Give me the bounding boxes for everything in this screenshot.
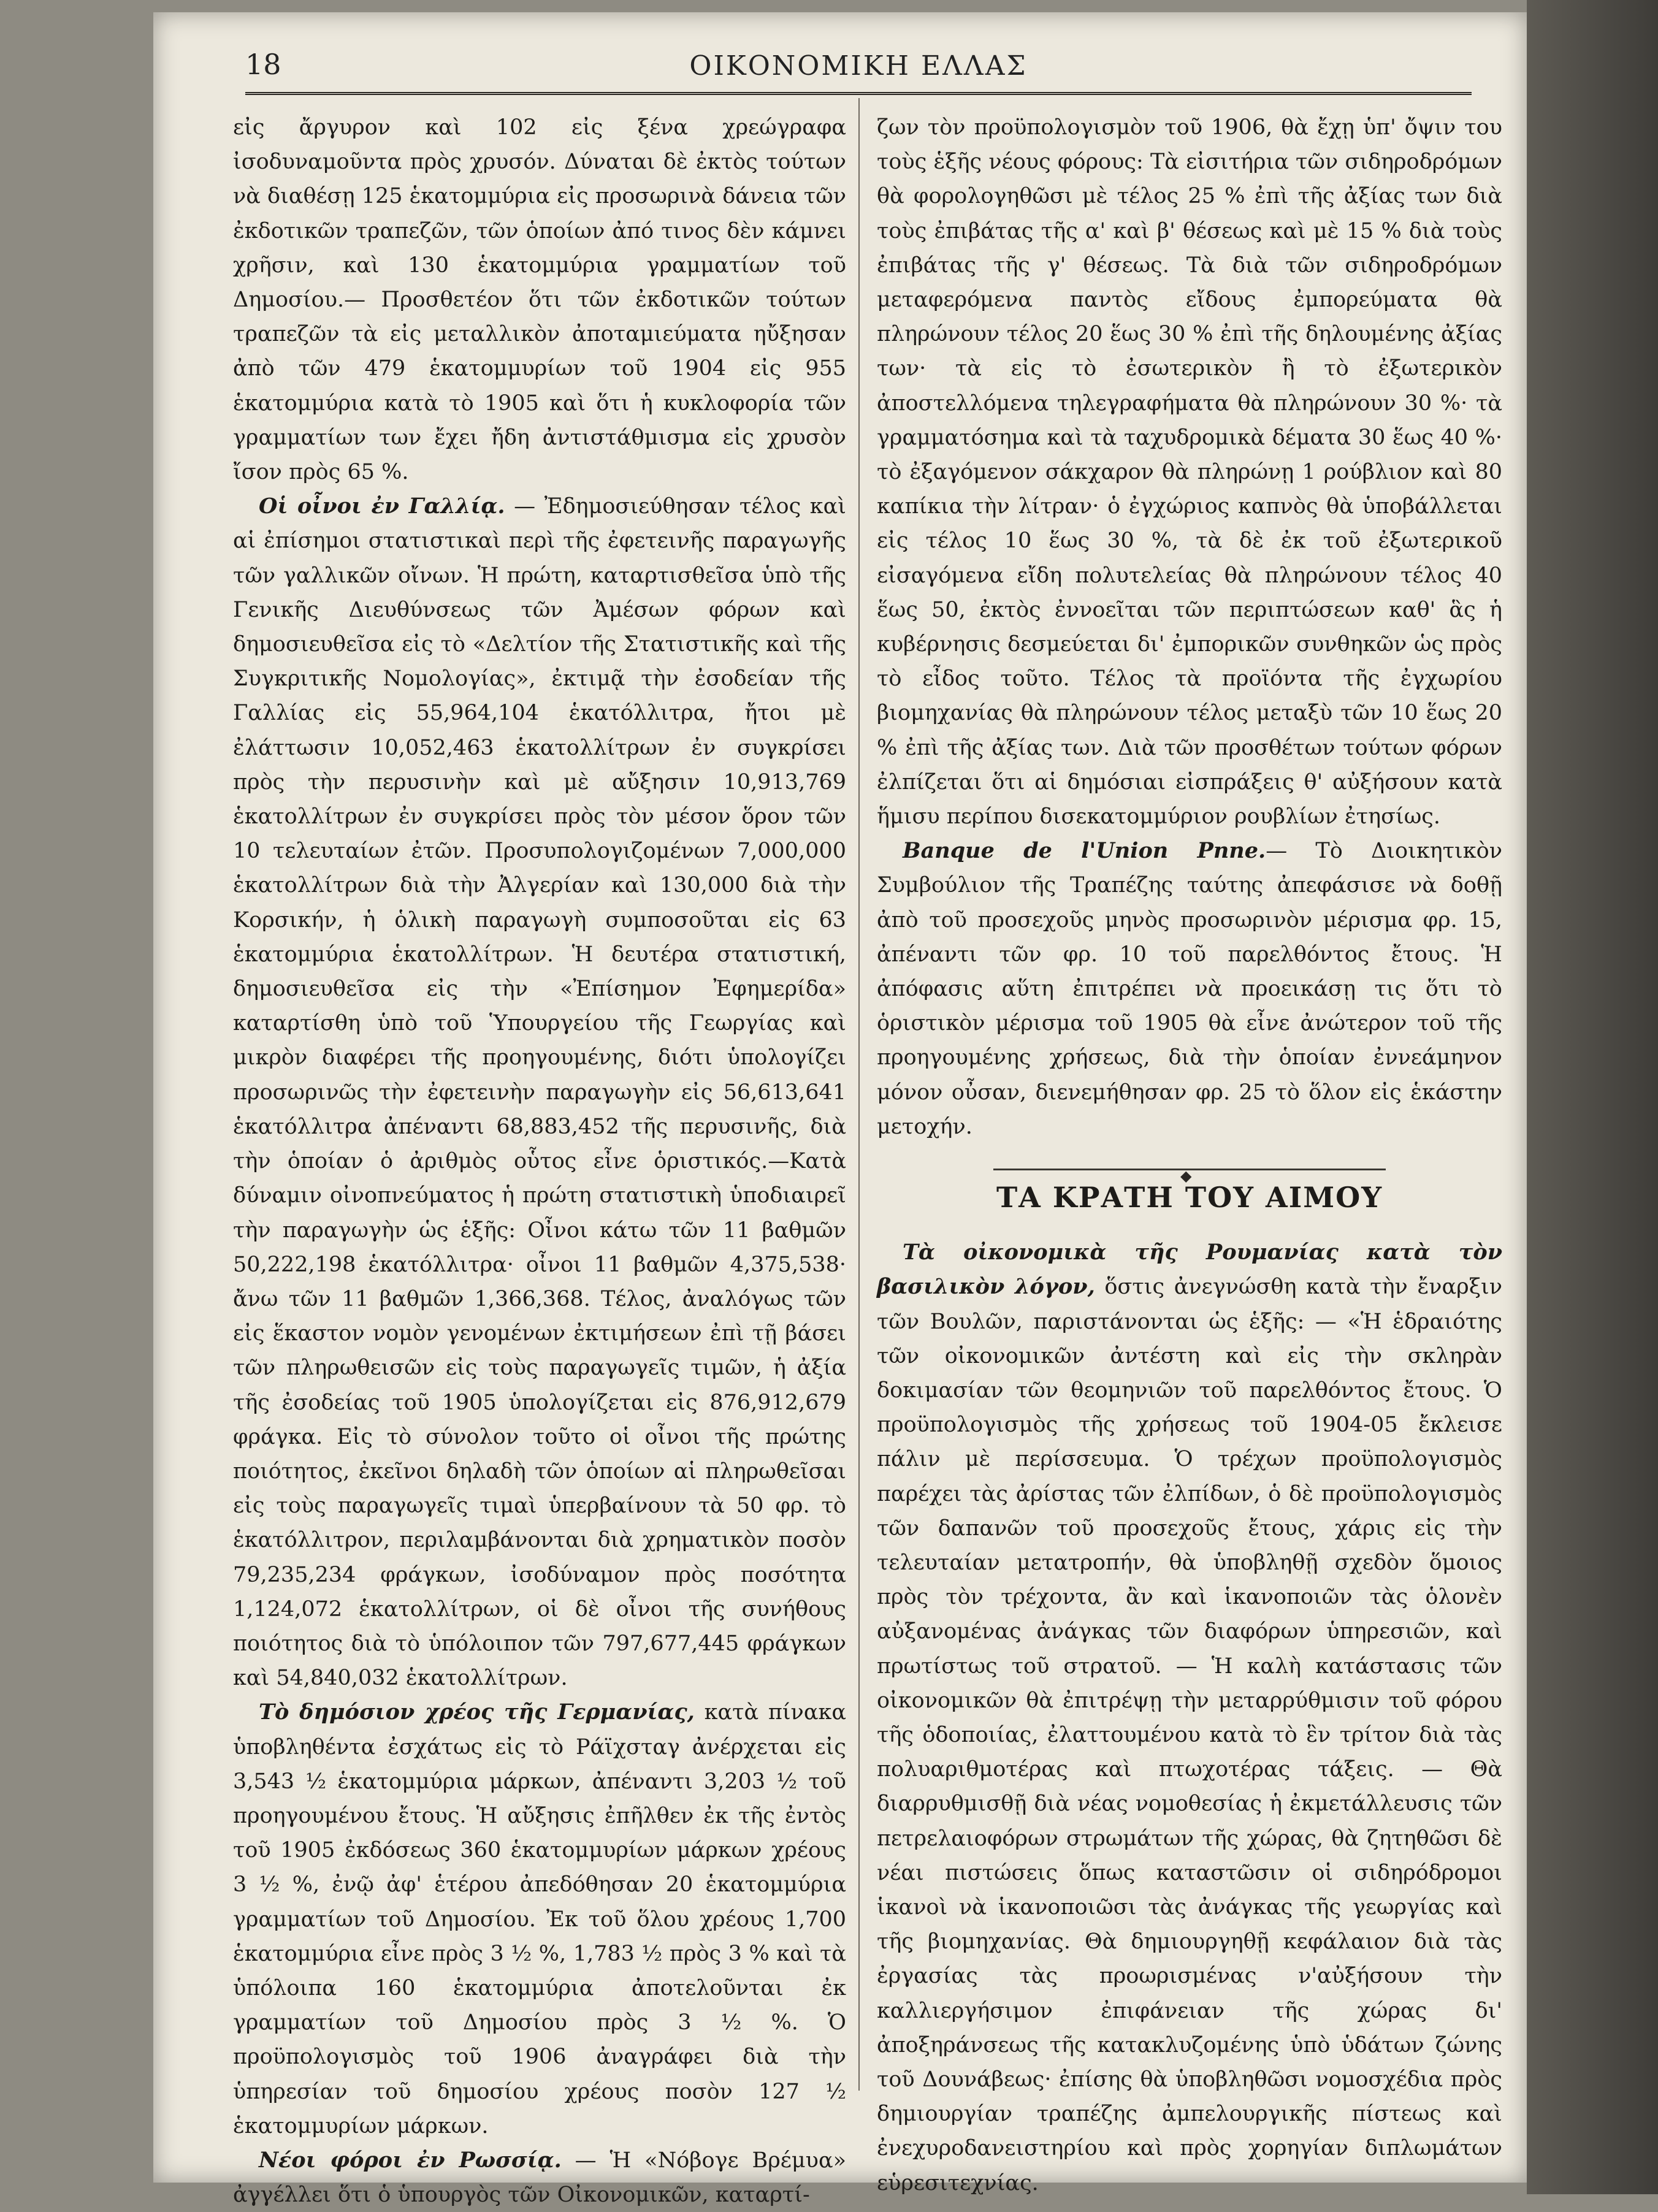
right-column <box>877 110 1502 2200</box>
page-header <box>245 37 1472 95</box>
section-heading: ΤΑ ΚΡΑΤΗ ΤΟΥ ΑΙΜΟΥ <box>996 1181 1383 1215</box>
paragraph-romania: Τὰ οἰκονομικὰ τῆς Ρουμανίας κατὰ τὸν βασιλικὸν λόγον, ὅστις ἀνεγνώσθη κατὰ τὴν ἔναρξιν τῶν Βουλῶν, παριστάνονται ὡς ἑξῆς: — «Ἡ ἑδραιότης τῶν οἰκονομικῶν ἀντέστη καὶ εἰς τὴν σκληρὰν δοκιμασίαν τῶν θεομηνιῶν τοῦ παρελθόντος ἔτους. Ὁ προϋπολογισμὸς τῆς χρήσεως τοῦ 1904-05 ἔκλεισε πάλιν μὲ περίσσευμα. Ὁ τρέχων προϋπολογισμὸς παρέχει τὰς ἀρίστας τῶν ἐλπίδων, ὁ δὲ προϋπολογισμὸς τῶν δαπανῶν τοῦ προσεχοῦς ἔτους, χάρις εἰς τὴν τελευταίαν μετατροπήν, θὰ ὑποβληθῇ σχεδὸν ὅμοιος πρὸς τὸν τρέχοντα, ἂν καὶ ἱκανοποιῶν τὰς ὁλονὲν αὐξανομένας ἀνάγκας τῶν διαφόρων ὑπηρεσιῶν, καὶ πρωτίστως τοῦ στρατοῦ. — Ἡ καλὴ κατάστασις τῶν οἰκονομικῶν θὰ ἐπιτρέψῃ τὴν μεταρρύθμισιν τοῦ φόρου τῆς ὁδοποιίας, ἐλαττουμένου κατὰ τὸ ἓν τρίτον διὰ τὰς πολυαριθμοτέρας καὶ πτωχοτέρας τάξεις. — Θὰ διαρρυθμισθῇ διὰ νέας νομοθεσίας ἡ ἐκμετάλλευσις τῶν πετρελαιοφόρων στρωμάτων τῆς χώρας, θὰ ζητηθῶσι δὲ νέαι πιστώσεις ὅπως καταστῶσιν οἱ σιδηρόδρομοι ἱκανοὶ νὰ ἱκανοποιῶσι τὰς ἀνάγκας τῆς γεωργίας καὶ τῆς βιομηχανίας. Θὰ δημιουργηθῇ κεφάλαιον διὰ τὰς ἐργασίας τὰς προωρισμένας ν'αὐξήσουν τὴν καλλιεργήσιμον ἐπιφάνειαν τῆς χώρας δι' ἀποξηράνσεως τῆς κατακλυζομένης ὑπὸ ὑδάτων ζώνης τοῦ Δουνάβεως· ἐπίσης θὰ ὑποβληθῶσι νομοσχέδια πρὸς δημιουργίαν τραπέζης ἀμπελουργικῆς πίστεως καὶ ἐνεχυροδανειστηρίου καὶ πρὸς χορηγίαν διπλωμάτων εὑρεσιτεχνίας. <box>877 1240 1502 2195</box>
column-divider <box>858 98 860 2091</box>
paragraph-russia-taxes: Νέοι φόροι ἐν Ρωσσίᾳ. — Ἡ «Νόβογε Βρέμυα» ἀγγέλλει ὅτι ὁ ὑπουργὸς τῶν Οἰκονομικῶν, καταρτί- <box>233 2147 846 2208</box>
section-divider <box>993 1169 1386 1170</box>
binding-shadow <box>1527 0 1658 2194</box>
paragraph-wines-france: Οἱ οἶνοι ἐν Γαλλίᾳ. — Ἐδημοσιεύθησαν τέλος καὶ αἱ ἐπίσημοι στατιστικαὶ περὶ τῆς ἐφετεινῆς παραγωγῆς τῶν γαλλικῶν οἴνων. Ἡ πρώτη, καταρτισθεῖσα ὑπὸ τῆς Γενικῆς Διευθύνσεως τῶν Ἀμέσων φόρων καὶ δημοσιευθεῖσα εἰς τὸ «Δελτίον τῆς Στατιστικῆς καὶ τῆς Συγκριτικῆς Νομολογίας», ἐκτιμᾷ τὴν ἐσοδείαν τῆς Γαλλίας εἰς 55,964,104 ἑκατόλλιτρα, ἤτοι μὲ ἐλάττωσιν 10,052,463 ἑκατολλίτρων ἐν συγκρίσει πρὸς τὴν περυσινὴν καὶ μὲ αὔξησιν 10,913,769 ἑκατολλίτρων ἐν συγκρίσει πρὸς τὸν μέσον ὅρον τῶν 10 τελευταίων ἐτῶν. Προσυπολογιζομένων 7,000,000 ἑκατολλίτρων διὰ τὴν Ἀλγερίαν καὶ 130,000 διὰ τὴν Κορσικήν, ἡ ὁλικὴ παραγωγὴ συμποσοῦται εἰς 63 ἑκατομμύρια ἑκατολλίτρων. Ἡ δευτέρα στατιστική, δημοσιευθεῖσα εἰς τὴν «Ἐπίσημον Ἐφημερίδα» καταρτίσθη ὑπὸ τοῦ Ὑπουργείου τῆς Γεωργίας καὶ μικρὸν διαφέρει τῆς προηγουμένης, διότι ὑπολογίζει προσωρινῶς τὴν ἐφετεινὴν παραγωγὴν εἰς 56,613,641 ἑκατόλλιτρα ἀπέναντι 68,883,452 τῆς περυσινῆς, διὰ τὴν ὁποίαν ὁ ἀριθμὸς οὗτος εἶνε ὁριστικός.—Κατὰ δύναμιν οἰνοπνεύματος ἡ πρώτη στατιστικὴ ὑποδιαιρεῖ τὴν παραγωγὴν ὡς ἑξῆς: Οἶνοι κάτω τῶν 11 βαθμῶν 50,222,198 ἑκατόλλιτρα· οἶνοι 11 βαθμῶν 4,375,538· ἄνω τῶν 11 βαθμῶν 1,366,368. Τέλος, ἀναλόγως τῶν εἰς ἕκαστον νομὸν γενομένων ἐκτιμήσεων ἐπὶ τῇ βάσει τῶν πληρωθεισῶν εἰς τοὺς παραγωγεῖς τιμῶν, ἡ ἀξία τῆς ἐσοδείας τοῦ 1905 ὑπολογίζεται εἰς 876,912,679 φράγκα. Εἰς τὸ σύνολον τοῦτο οἱ οἶνοι τῆς πρώτης ποιότητος, ἐκεῖνοι δηλαδὴ τῶν ὁποίων αἱ πληρωθεῖσαι εἰς τοὺς παραγωγεῖς τιμαὶ ὑπερβαίνουν τὰ 50 φρ. τὸ ἑκατόλλιτρον, περιλαμβάνονται διὰ χρηματικὸν ποσὸν 79,235,234 φράγκων, ἰσοδύναμον πρὸς ποσότητα 1,124,072 ἑκατολλίτρων, οἱ δὲ οἶνοι τῆς συνήθους ποιότητος διὰ τὸ ὑπόλοιπον τῶν 797,677,445 φράγκων καὶ 54,840,032 ἑκατολλίτρων. <box>233 494 847 1691</box>
paragraph: ζων τὸν προϋπολογισμὸν τοῦ 1906, θὰ ἔχῃ ὑπ' ὄψιν του τοὺς ἑξῆς νέους φόρους: Τὰ εἰσιτήρια τῶν σιδηροδρόμων θὰ φορολογηθῶσι μὲ τέλος 25 % ἐπὶ τῆς ἀξίας των διὰ τοὺς ἐπιβάτας τῆς α' καὶ β' θέσεως καὶ μὲ 15 % διὰ τοὺς ἐπιβάτας τῆς γ' θέσεως. Τὰ διὰ τῶν σιδηροδρόμων μεταφερόμενα παντὸς εἴδους ἐμπορεύματα θὰ πληρώνουν τέλος 20 ἕως 30 % ἐπὶ τῆς δηλουμένης ἀξίας των· τὰ εἰς τὸ ἐσωτερικὸν ἢ τὸ ἐξωτερικὸν ἀποστελλόμενα τηλεγραφήματα θὰ πληρώνουν 30 %· τὰ γραμματόσημα καὶ τὰ ταχυδρομικὰ δέματα 30 ἕως 40 %· τὸ ἐξαγόμενον σάκχαρον θὰ πληρώνῃ 1 ρούβλιον καὶ 80 καπίκια τὴν λίτραν· ὁ ἐγχώριος καπνὸς θὰ ὑποβάλλεται εἰς τέλος 10 ἕως 30 %, τὰ δὲ ἐκ τοῦ ἐξωτερικοῦ εἰσαγόμενα εἴδη πολυτελείας θὰ πληρώνουν τέλος 40 ἕως 50, ἐκτὸς ἐννοεῖται τῶν περιπτώσεων καθ' ἃς ἡ κυβέρνησις δεσμεύεται δι' ἐμπορικῶν συνθηκῶν ὡς πρὸς τὸ εἶδος τοῦτο. Τέλος τὰ προϊόντα τῆς ἐγχωρίου βιομηχανίας θὰ πληρώνουν τέλος μεταξὺ τῶν 10 ἕως 20 % ἐπὶ τῆς ἀξίας των. Διὰ τῶν προσθέτων τούτων φόρων ἐλπίζεται ὅτι αἱ δημόσιαι εἰσπράξεις θ' αὐξήσουν κατὰ ἥμισυ περίπου δισεκατομμύριον ρουβλίων ἐτησίως. <box>877 115 1502 830</box>
paragraph-lead: Οἱ οἶνοι ἐν Γαλλίᾳ. <box>259 494 505 519</box>
newspaper-page <box>153 12 1527 2208</box>
paragraph-lead: Τὰ οἰκονομικὰ τῆς Ρουμανίας κατὰ τὸν βασιλικὸν λόγον, <box>877 1240 1502 1300</box>
paragraph-lead: Τὸ δημόσιον χρέος τῆς Γερμανίας, <box>259 1699 695 1725</box>
running-title: ΟΙΚΟΝΟΜΙΚΗ ΕΛΛΑΣ <box>689 50 1028 82</box>
page-number: 18 <box>245 48 281 81</box>
paragraph-banque-union: Banque de l'Union Pnne.— Τὸ Διοικητικὸν Συμβούλιον τῆς Τραπέζης ταύτης ἀπεφάσισε νὰ δοθῇ ἀπὸ τοῦ προσεχοῦς μηνὸς προσωρινὸν μέρισμα φρ. 15, ἀπέναντι τῶν φρ. 10 τοῦ παρελθόντος ἔτους. Ἡ ἀπόφασις αὕτη ἐπιτρέπει νὰ προεικάσῃ τις ὅτι τὸ ὁριστικὸν μέρισμα τοῦ 1905 θὰ εἶνε ἀνώτερον τοῦ τῆς προηγουμένης χρήσεως, διὰ τὴν ὁποίαν ἐννεάμηνον μόνον οὖσαν, διενεμήθησαν φρ. 25 τὸ ὅλον εἰς ἑκάστην μετοχήν. <box>877 838 1502 1139</box>
paragraph: εἰς ἄργυρον καὶ 102 εἰς ξένα χρεώγραφα ἰσοδυναμοῦντα πρὸς χρυσόν. Δύναται δὲ ἐκτὸς τούτων νὰ διαθέσῃ 125 ἑκατομμύρια εἰς προσωρινὰ δάνεια τῶν ἐκδοτικῶν τραπεζῶν, τῶν ὁποίων ἀπό τινος δὲν κάμνει χρῆσιν, καὶ 130 ἑκατομμύρια γραμματίων τοῦ Δημοσίου.— Προσθετέον ὅτι τῶν ἐκδοτικῶν τούτων τραπεζῶν τὰ εἰς μεταλλικὸν ἀποταμιεύματα ηὔξησαν ἀπὸ τῶν 479 ἑκατομμυρίων τοῦ 1904 εἰς 955 ἑκατομμύρια κατὰ τὸ 1905 καὶ ὅτι ἡ κυκλοφορία τῶν γραμματίων των ἔχει ἤδη ἀντιστάθμισμα εἰς χρυσὸν ἴσον πρὸς 65 %. <box>233 115 846 485</box>
left-column <box>233 110 846 2212</box>
paragraph-lead: Banque de l'Union Pnne. <box>903 838 1266 864</box>
paragraph-germany-debt: Τὸ δημόσιον χρέος τῆς Γερμανίας, κατὰ πίνακα ὑποβληθέντα ἐσχάτως εἰς τὸ Ράϊχσταγ ἀνέρχεται εἰς 3,543 ½ ἑκατομμύρια μάρκων, ἀπέναντι 3,203 ½ τοῦ προηγουμένου ἔτους. Ἡ αὔξησις ἐπῆλθεν ἐκ τῆς ἐντὸς τοῦ 1905 ἐκδόσεως 360 ἑκατομμυρίων μάρκων χρέους 3 ½ %, ἐνῷ ἀφ' ἑτέρου ἀπεδόθησαν 20 ἑκατομμύρια γραμματίων τοῦ Δημοσίου. Ἐκ τοῦ ὅλου χρέους 1,700 ἑκατομμύρια εἶνε πρὸς 3 ½ %, 1,783 ½ πρὸς 3 % καὶ τὰ ὑπόλοιπα 160 ἑκατομμύρια ἀποτελοῦνται ἐκ γραμματίων τοῦ Δημοσίου πρὸς 3 ½ %. Ὁ προϋπολογισμὸς τοῦ 1906 ἀναγράφει διὰ τὴν ὑπηρεσίαν τοῦ δημοσίου χρέους ποσὸν 127 ½ ἑκατομμυρίων μάρκων. <box>233 1699 846 2138</box>
paragraph-lead: Νέοι φόροι ἐν Ρωσσίᾳ. <box>259 2147 562 2173</box>
